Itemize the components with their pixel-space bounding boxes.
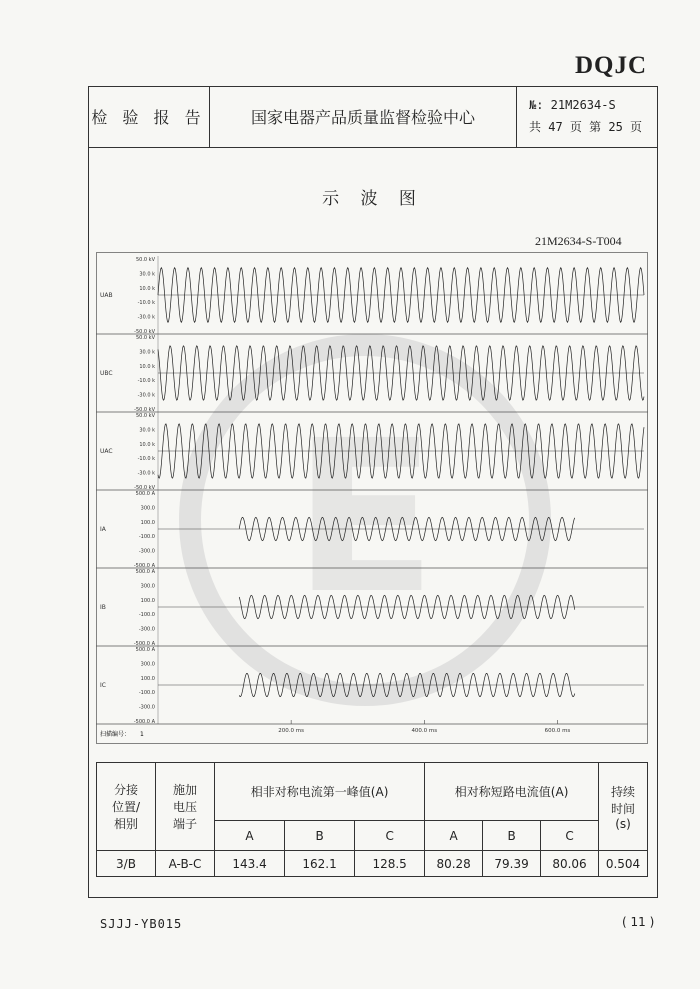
tick-label: 500.0 A [135, 647, 155, 653]
results-table [96, 762, 648, 877]
tick-label: -50.0 kV [134, 407, 155, 413]
tick-label: -10.0 k [137, 456, 155, 463]
tick-label: -500.0 A [133, 719, 155, 725]
oscillogram [96, 252, 648, 744]
time-tick-label: 400.0 ms [411, 728, 438, 734]
th-peak-b: B [285, 821, 355, 851]
tick-label: -100.0 [138, 534, 155, 541]
tick-label: -10.0 k [137, 300, 155, 307]
header-organization: 国家电器产品质量监督检验中心 [210, 86, 517, 148]
cell-sym-c: 80.06 [541, 851, 599, 877]
th-peak-current: 相非对称电流第一峰值(A) [215, 763, 425, 821]
tick-label: -100.0 [138, 690, 155, 697]
tick-label: 300.0 [140, 661, 155, 668]
channel-label: UBC [100, 370, 113, 377]
tick-label: -30.0 k [137, 314, 155, 321]
tick-label: -10.0 k [137, 378, 155, 385]
tick-label: 30.0 k [139, 427, 155, 434]
tick-label: 100.0 [140, 597, 155, 604]
tick-label: 10.0 k [139, 363, 155, 370]
tick-label: 500.0 A [135, 569, 155, 575]
record-label: 扫描编号： 1 [100, 731, 144, 738]
tick-label: 50.0 kV [135, 257, 155, 263]
time-tick-label: 200.0 ms [278, 728, 305, 734]
tick-label: 50.0 kV [135, 413, 155, 419]
th-peak-a: A [215, 821, 285, 851]
th-sym-current: 相对称短路电流值(A) [425, 763, 599, 821]
cell-sym-b: 79.39 [483, 851, 541, 877]
osc-border [97, 253, 648, 744]
channel-label: IA [100, 526, 106, 533]
channel-label: UAC [100, 448, 113, 455]
th-sym-b: B [483, 821, 541, 851]
cell-tap: 3/B [97, 851, 156, 877]
header-report-type: 检 验 报 告 [88, 86, 210, 148]
page-title: 示 波 图 [322, 189, 424, 209]
brand-mark: DQJC [575, 52, 648, 79]
th-tap: 分接 位置/ 相别 [97, 763, 156, 851]
tick-label: -500.0 A [133, 641, 155, 647]
tick-label: -500.0 A [133, 563, 155, 569]
cell-duration: 0.504 [599, 851, 648, 877]
tick-label: 10.0 k [139, 285, 155, 292]
cell-sym-a: 80.28 [425, 851, 483, 877]
tick-label: -100.0 [138, 612, 155, 619]
tick-label: 100.0 [140, 519, 155, 526]
tick-label: 300.0 [140, 505, 155, 512]
report-number: №: 21M2634-S [529, 98, 616, 112]
cell-peak-a: 143.4 [215, 851, 285, 877]
footer-page-number: ( 11 ) [622, 915, 655, 929]
svg-text:E: E [293, 395, 437, 640]
footer-form-code: SJJJ-YB015 [100, 917, 183, 931]
th-peak-c: C [355, 821, 425, 851]
page-info: 共 47 页 第 25 页 [529, 120, 643, 134]
channel-label: UAB [100, 292, 113, 299]
tick-label: -300.0 [138, 626, 155, 633]
tick-label: -50.0 kV [134, 329, 155, 335]
cell-peak-b: 162.1 [285, 851, 355, 877]
tick-label: 100.0 [140, 675, 155, 682]
cell-terminals: A-B-C [156, 851, 215, 877]
tick-label: -30.0 k [137, 470, 155, 477]
th-terminals: 施加 电压 端子 [156, 763, 215, 851]
tick-label: 30.0 k [139, 349, 155, 356]
report-code: 21M2634-S-T004 [535, 234, 622, 248]
tick-label: -30.0 k [137, 392, 155, 399]
tick-label: -300.0 [138, 704, 155, 711]
tick-label: -50.0 kV [134, 485, 155, 491]
header-report-meta [517, 86, 658, 148]
channel-label: IB [100, 604, 106, 611]
th-duration: 持续 时间 (s) [599, 763, 648, 851]
tick-label: 10.0 k [139, 441, 155, 448]
tick-label: -300.0 [138, 548, 155, 555]
th-sym-a: A [425, 821, 483, 851]
tick-label: 300.0 [140, 583, 155, 590]
th-sym-c: C [541, 821, 599, 851]
tick-label: 30.0 k [139, 271, 155, 278]
tick-label: 500.0 A [135, 491, 155, 497]
table-row [97, 851, 648, 877]
tick-label: 50.0 kV [135, 335, 155, 341]
channel-label: IC [100, 682, 106, 689]
time-tick-label: 600.0 ms [544, 728, 571, 734]
cell-peak-c: 128.5 [355, 851, 425, 877]
